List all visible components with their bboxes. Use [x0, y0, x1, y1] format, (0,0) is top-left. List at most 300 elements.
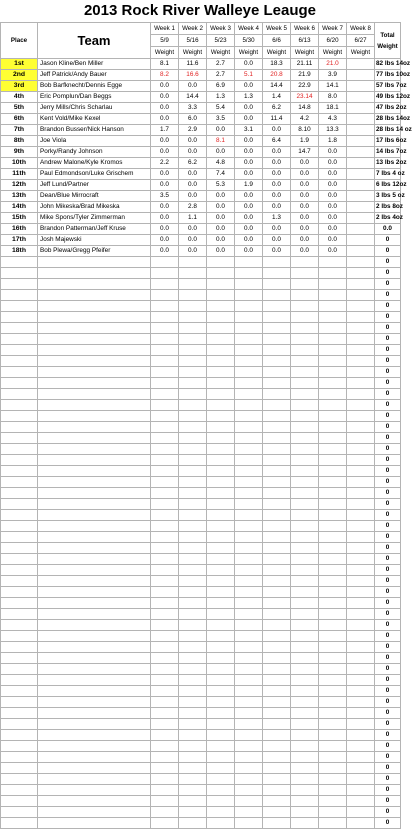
empty-row [1, 268, 401, 279]
total-cell: 0 [375, 279, 401, 290]
empty-cell [347, 730, 375, 741]
empty-cell [151, 587, 179, 598]
empty-cell [38, 664, 151, 675]
total-cell: 0 [375, 521, 401, 532]
empty-cell [291, 774, 319, 785]
weight-cell: 3.5 [151, 191, 179, 202]
empty-cell [1, 389, 38, 400]
empty-cell [38, 290, 151, 301]
empty-cell [207, 642, 235, 653]
empty-cell [179, 741, 207, 752]
empty-cell [207, 521, 235, 532]
weight-cell: 1.7 [151, 125, 179, 136]
empty-cell [347, 367, 375, 378]
week-8-label: Week 8 [347, 23, 375, 35]
empty-cell [235, 741, 263, 752]
total-cell: 0 [375, 587, 401, 598]
weight-cell [347, 136, 375, 147]
empty-cell [179, 543, 207, 554]
empty-cell [263, 576, 291, 587]
empty-row [1, 576, 401, 587]
week-1-unit: Weight [151, 47, 179, 59]
empty-cell [38, 510, 151, 521]
empty-cell [319, 686, 347, 697]
empty-cell [319, 312, 347, 323]
empty-cell [319, 543, 347, 554]
empty-cell [151, 796, 179, 807]
empty-cell [207, 576, 235, 587]
empty-cell [235, 356, 263, 367]
empty-cell [291, 708, 319, 719]
weight-cell: 1.4 [263, 92, 291, 103]
empty-cell [347, 818, 375, 829]
weight-cell: 6.4 [263, 136, 291, 147]
empty-cell [235, 510, 263, 521]
empty-cell [38, 433, 151, 444]
weight-cell: 0.0 [319, 213, 347, 224]
weight-cell [347, 114, 375, 125]
empty-cell [38, 620, 151, 631]
empty-cell [235, 708, 263, 719]
place-cell: 2nd [1, 70, 38, 81]
team-cell: Jason Kline/Ben Miller [38, 59, 151, 70]
week-5-label: Week 5 [263, 23, 291, 35]
empty-cell [207, 697, 235, 708]
empty-cell [263, 598, 291, 609]
empty-cell [347, 741, 375, 752]
empty-cell [1, 521, 38, 532]
empty-cell [38, 774, 151, 785]
weight-cell [347, 224, 375, 235]
empty-cell [207, 499, 235, 510]
total-cell: 0 [375, 598, 401, 609]
weight-cell: 0.0 [263, 180, 291, 191]
empty-cell [151, 345, 179, 356]
total-cell: 0 [375, 477, 401, 488]
table-row [1, 213, 401, 224]
empty-cell [1, 367, 38, 378]
table-row [1, 180, 401, 191]
empty-cell [151, 389, 179, 400]
empty-cell [319, 730, 347, 741]
weight-cell [347, 180, 375, 191]
empty-cell [38, 411, 151, 422]
empty-cell [235, 499, 263, 510]
weight-cell: 0.0 [291, 224, 319, 235]
empty-cell [151, 741, 179, 752]
empty-cell [263, 499, 291, 510]
empty-cell [207, 774, 235, 785]
empty-cell [291, 521, 319, 532]
total-cell: 0 [375, 774, 401, 785]
empty-cell [1, 466, 38, 477]
weight-cell: 11.6 [179, 59, 207, 70]
empty-cell [207, 466, 235, 477]
empty-cell [263, 378, 291, 389]
empty-row [1, 433, 401, 444]
empty-cell [319, 675, 347, 686]
empty-cell [319, 400, 347, 411]
empty-cell [151, 708, 179, 719]
weight-cell: 6.2 [179, 158, 207, 169]
empty-cell [263, 730, 291, 741]
empty-cell [263, 620, 291, 631]
weight-cell: 0.0 [263, 169, 291, 180]
empty-cell [207, 356, 235, 367]
table-body [1, 23, 412, 829]
weight-cell: 8.0 [319, 92, 347, 103]
empty-cell [347, 521, 375, 532]
empty-cell [38, 609, 151, 620]
empty-cell [1, 598, 38, 609]
empty-cell [179, 477, 207, 488]
empty-cell [207, 785, 235, 796]
empty-row [1, 444, 401, 455]
week-3-label: Week 3 [207, 23, 235, 35]
table-row [1, 70, 401, 81]
empty-cell [263, 400, 291, 411]
empty-cell [235, 642, 263, 653]
empty-cell [179, 719, 207, 730]
empty-cell [179, 598, 207, 609]
empty-cell [179, 444, 207, 455]
total-cell: 0 [375, 708, 401, 719]
weight-cell: 0.0 [235, 202, 263, 213]
empty-cell [347, 774, 375, 785]
empty-cell [291, 532, 319, 543]
total-cell: 0 [375, 631, 401, 642]
empty-cell [263, 774, 291, 785]
empty-cell [319, 609, 347, 620]
empty-row [1, 741, 401, 752]
empty-cell [319, 334, 347, 345]
empty-cell [235, 818, 263, 829]
total-cell: 0 [375, 763, 401, 774]
place-cell: 8th [1, 136, 38, 147]
empty-cell [207, 730, 235, 741]
total-cell: 0 [375, 653, 401, 664]
weight-cell: 6.9 [207, 81, 235, 92]
total-cell: 0 [375, 444, 401, 455]
weight-cell: 0.0 [319, 224, 347, 235]
total-cell: 0 [375, 785, 401, 796]
weight-cell: 0.0 [235, 246, 263, 257]
weight-cell: 0.0 [263, 158, 291, 169]
empty-cell [179, 345, 207, 356]
week-6-unit: Weight [291, 47, 319, 59]
empty-cell [207, 290, 235, 301]
empty-cell [347, 719, 375, 730]
empty-cell [347, 389, 375, 400]
week-6-date: 6/13 [291, 35, 319, 47]
sheet-title: 2013 Rock River Walleye Leauge [83, 2, 317, 19]
weight-cell: 14.8 [291, 103, 319, 114]
empty-cell [291, 763, 319, 774]
empty-cell [347, 455, 375, 466]
empty-cell [291, 257, 319, 268]
empty-row [1, 686, 401, 697]
empty-cell [151, 455, 179, 466]
empty-row [1, 598, 401, 609]
empty-cell [347, 444, 375, 455]
empty-cell [38, 697, 151, 708]
week-5-date: 6/6 [263, 35, 291, 47]
team-cell: Mike Spons/Tyler Zimmerman [38, 213, 151, 224]
empty-cell [151, 697, 179, 708]
total-cell: 6 lbs 12oz [375, 180, 401, 191]
empty-cell [263, 818, 291, 829]
empty-cell [179, 323, 207, 334]
empty-cell [1, 510, 38, 521]
empty-cell [235, 752, 263, 763]
empty-row [1, 466, 401, 477]
empty-cell [179, 620, 207, 631]
total-cell: 57 lbs 7oz [375, 81, 401, 92]
empty-cell [235, 653, 263, 664]
empty-cell [347, 323, 375, 334]
empty-cell [347, 433, 375, 444]
total-cell: 2 lbs 8oz [375, 202, 401, 213]
total-cell: 0 [375, 686, 401, 697]
empty-cell [263, 345, 291, 356]
empty-cell [263, 455, 291, 466]
empty-cell [1, 642, 38, 653]
empty-cell [38, 796, 151, 807]
empty-cell [347, 565, 375, 576]
empty-row [1, 499, 401, 510]
total-cell: 0 [375, 752, 401, 763]
empty-cell [38, 477, 151, 488]
empty-cell [263, 675, 291, 686]
empty-cell [291, 411, 319, 422]
empty-cell [291, 730, 319, 741]
empty-cell [263, 356, 291, 367]
empty-cell [1, 422, 38, 433]
empty-cell [151, 411, 179, 422]
empty-cell [319, 389, 347, 400]
week-4-date: 5/30 [235, 35, 263, 47]
empty-cell [179, 631, 207, 642]
empty-cell [38, 345, 151, 356]
weight-cell: 0.0 [263, 147, 291, 158]
empty-cell [179, 565, 207, 576]
place-cell: 6th [1, 114, 38, 125]
empty-cell [291, 466, 319, 477]
weight-cell: 2.7 [207, 59, 235, 70]
empty-cell [319, 807, 347, 818]
empty-cell [319, 433, 347, 444]
weight-cell: 20.8 [263, 70, 291, 81]
empty-cell [347, 642, 375, 653]
empty-row [1, 367, 401, 378]
weight-cell: 0.0 [151, 169, 179, 180]
empty-cell [207, 675, 235, 686]
empty-cell [319, 664, 347, 675]
empty-cell [38, 356, 151, 367]
weight-cell: 8.2 [151, 70, 179, 81]
empty-cell [151, 466, 179, 477]
team-cell: Jeff Patrick/Andy Bauer [38, 70, 151, 81]
empty-cell [319, 455, 347, 466]
empty-cell [263, 279, 291, 290]
empty-cell [151, 543, 179, 554]
empty-cell [1, 818, 38, 829]
empty-cell [347, 543, 375, 554]
weight-cell: 21.11 [291, 59, 319, 70]
empty-cell [38, 279, 151, 290]
empty-cell [38, 785, 151, 796]
empty-cell [1, 444, 38, 455]
empty-cell [179, 686, 207, 697]
weight-cell: 0.0 [151, 235, 179, 246]
empty-cell [207, 587, 235, 598]
empty-cell [235, 521, 263, 532]
weight-cell: 0.0 [291, 246, 319, 257]
empty-cell [151, 631, 179, 642]
total-cell: 0 [375, 664, 401, 675]
empty-cell [347, 587, 375, 598]
empty-cell [347, 807, 375, 818]
place-cell: 10th [1, 158, 38, 169]
empty-cell [235, 686, 263, 697]
weight-cell: 0.0 [151, 202, 179, 213]
place-header: Place [1, 23, 38, 59]
weight-cell: 0.0 [151, 147, 179, 158]
empty-cell [38, 763, 151, 774]
weight-cell: 0.0 [207, 147, 235, 158]
empty-cell [1, 290, 38, 301]
week-1-date: 5/9 [151, 35, 179, 47]
empty-cell [38, 301, 151, 312]
empty-cell [179, 455, 207, 466]
total-cell: 2 lbs 4oz [375, 213, 401, 224]
empty-cell [151, 521, 179, 532]
empty-cell [1, 400, 38, 411]
empty-row [1, 719, 401, 730]
weight-cell: 2.2 [151, 158, 179, 169]
empty-cell [235, 400, 263, 411]
empty-cell [291, 312, 319, 323]
empty-cell [319, 466, 347, 477]
empty-cell [207, 719, 235, 730]
total-cell: 0 [375, 246, 401, 257]
weight-cell: 23.14 [291, 92, 319, 103]
empty-cell [319, 378, 347, 389]
weight-cell: 0.0 [263, 224, 291, 235]
weight-cell: 2.8 [179, 202, 207, 213]
empty-cell [347, 345, 375, 356]
place-cell: 4th [1, 92, 38, 103]
week-5-unit: Weight [263, 47, 291, 59]
empty-cell [263, 521, 291, 532]
empty-cell [291, 543, 319, 554]
empty-cell [235, 664, 263, 675]
total-cell: 0 [375, 741, 401, 752]
weight-cell: 0.0 [151, 246, 179, 257]
team-cell: Dean/Blue Mirrocraft [38, 191, 151, 202]
empty-cell [179, 576, 207, 587]
empty-cell [151, 719, 179, 730]
empty-cell [319, 510, 347, 521]
total-cell: 0 [375, 532, 401, 543]
empty-cell [235, 334, 263, 345]
empty-cell [291, 301, 319, 312]
empty-cell [263, 411, 291, 422]
empty-row [1, 774, 401, 785]
empty-cell [347, 675, 375, 686]
weight-cell: 0.0 [291, 213, 319, 224]
place-cell: 13th [1, 191, 38, 202]
empty-cell [1, 686, 38, 697]
empty-cell [319, 565, 347, 576]
weight-cell: 0.0 [235, 191, 263, 202]
empty-row [1, 521, 401, 532]
empty-cell [38, 323, 151, 334]
empty-cell [179, 532, 207, 543]
empty-cell [207, 422, 235, 433]
weight-cell [347, 158, 375, 169]
weight-cell: 0.0 [235, 81, 263, 92]
empty-cell [38, 466, 151, 477]
weight-cell: 6.2 [263, 103, 291, 114]
empty-cell [347, 356, 375, 367]
empty-cell [179, 312, 207, 323]
empty-cell [291, 268, 319, 279]
empty-cell [347, 378, 375, 389]
empty-row [1, 290, 401, 301]
empty-cell [235, 554, 263, 565]
empty-cell [38, 719, 151, 730]
empty-cell [319, 774, 347, 785]
empty-row [1, 565, 401, 576]
empty-cell [263, 543, 291, 554]
empty-cell [235, 796, 263, 807]
empty-cell [235, 389, 263, 400]
empty-cell [347, 257, 375, 268]
empty-cell [179, 367, 207, 378]
empty-cell [347, 598, 375, 609]
empty-cell [207, 455, 235, 466]
total-cell: 0 [375, 378, 401, 389]
table-row [1, 92, 401, 103]
empty-cell [151, 598, 179, 609]
empty-cell [151, 554, 179, 565]
week-2-unit: Weight [179, 47, 207, 59]
empty-cell [151, 257, 179, 268]
empty-cell [263, 587, 291, 598]
empty-cell [263, 741, 291, 752]
empty-cell [291, 334, 319, 345]
empty-cell [207, 268, 235, 279]
weight-cell [347, 92, 375, 103]
weight-cell [347, 202, 375, 213]
week-1-label: Week 1 [151, 23, 179, 35]
empty-cell [291, 367, 319, 378]
empty-cell [319, 697, 347, 708]
empty-row [1, 323, 401, 334]
empty-cell [207, 554, 235, 565]
table-row [1, 136, 401, 147]
table-row [1, 191, 401, 202]
empty-cell [179, 279, 207, 290]
total-cell: 17 lbs 6oz [375, 136, 401, 147]
place-cell: 16th [1, 224, 38, 235]
empty-cell [151, 312, 179, 323]
empty-cell [151, 301, 179, 312]
weight-cell: 0.0 [319, 158, 347, 169]
empty-cell [151, 488, 179, 499]
empty-cell [38, 378, 151, 389]
